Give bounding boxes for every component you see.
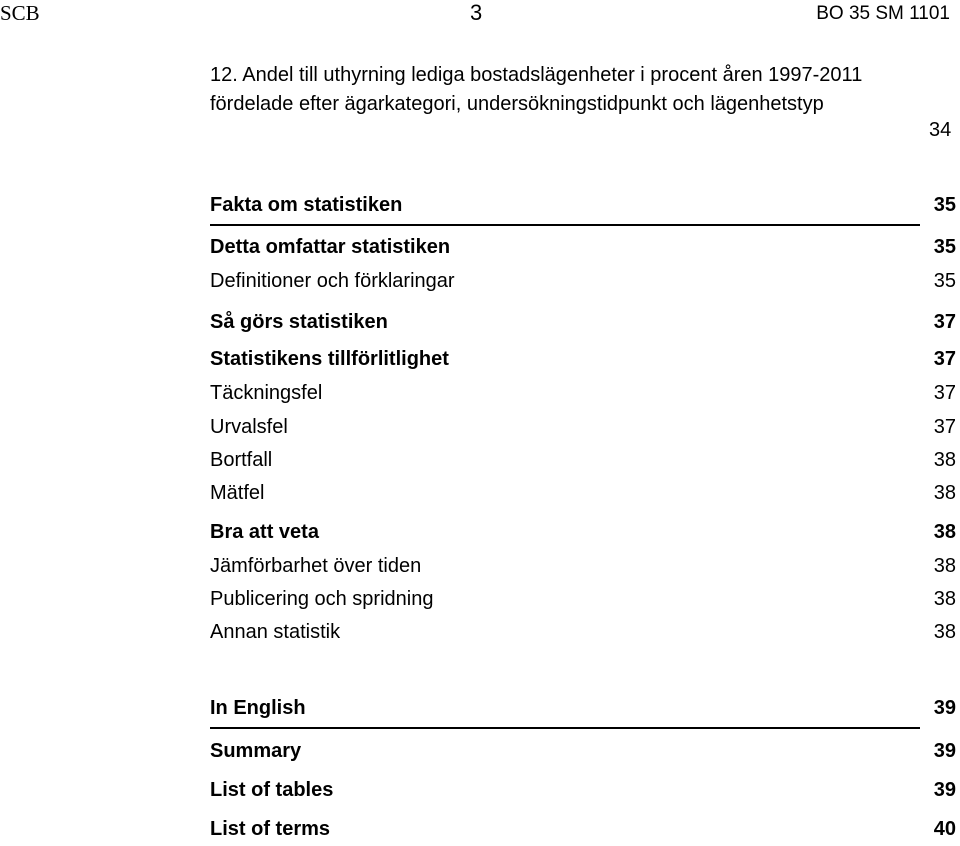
toc-item-page: 35 bbox=[933, 270, 956, 292]
toc-item-label: Definitioner och förklaringar bbox=[210, 270, 455, 292]
toc-item-detta-omfattar[interactable] bbox=[210, 236, 956, 264]
toc-item-page: 37 bbox=[933, 348, 956, 370]
toc-item-label: Så görs statistiken bbox=[210, 311, 388, 333]
toc-item-publicering[interactable] bbox=[210, 588, 956, 616]
toc-item-page: 38 bbox=[933, 482, 956, 504]
toc-item-label: Mätfel bbox=[210, 482, 265, 504]
header-org: SCB bbox=[0, 1, 40, 25]
toc-item-list-of-terms[interactable] bbox=[210, 818, 956, 846]
toc-item-label: Statistikens tillförlitlighet bbox=[210, 348, 449, 370]
toc-item-label: List of tables bbox=[210, 779, 334, 801]
toc-item-label: Fakta om statistiken bbox=[210, 194, 403, 216]
toc-item-page: 38 bbox=[933, 521, 956, 543]
toc-item-label: Annan statistik bbox=[210, 621, 341, 643]
toc-item-label: Jämförbarhet över tiden bbox=[210, 555, 422, 577]
toc-item-label: In English bbox=[210, 697, 306, 719]
toc-item-page: 35 bbox=[933, 236, 956, 258]
toc-item-label: List of terms bbox=[210, 818, 331, 840]
toc-entry-12-page: 34 bbox=[929, 119, 952, 141]
toc-item-page: 37 bbox=[933, 311, 956, 333]
toc-item-page: 35 bbox=[933, 194, 956, 216]
toc-item-page: 37 bbox=[933, 416, 956, 438]
toc-item-label: Bortfall bbox=[210, 449, 273, 471]
toc-item-bortfall[interactable] bbox=[210, 449, 956, 477]
toc-item-urvalsfel[interactable] bbox=[210, 416, 956, 444]
toc-item-list-of-tables[interactable] bbox=[210, 779, 956, 807]
toc-item-page: 38 bbox=[933, 555, 956, 577]
toc-item-tillforlitlighet[interactable] bbox=[210, 348, 956, 376]
toc-item-label: Detta omfattar statistiken bbox=[210, 236, 451, 258]
toc-item-page: 38 bbox=[933, 621, 956, 643]
toc-item-label: Bra att veta bbox=[210, 521, 319, 543]
toc-item-label: Urvalsfel bbox=[210, 416, 288, 438]
toc-item-in-english[interactable] bbox=[210, 697, 956, 725]
toc-entry-12-title[interactable]: 12. Andel till uthyrning lediga bostadslägenheter i procent åren 1997-2011 fördelade efter ägarkategori, undersökningstidpunkt och lägenhetstyp bbox=[210, 64, 863, 115]
toc-item-summary[interactable] bbox=[210, 740, 956, 768]
toc-item-tackningsfel[interactable] bbox=[210, 382, 956, 410]
toc-item-page: 38 bbox=[933, 588, 956, 610]
toc-item-page: 39 bbox=[933, 779, 956, 801]
toc-item-page: 37 bbox=[933, 382, 956, 404]
toc-item-page: 39 bbox=[933, 697, 956, 719]
section-divider bbox=[210, 727, 920, 729]
toc-item-fakta[interactable] bbox=[210, 194, 956, 222]
toc-item-page: 39 bbox=[933, 740, 956, 762]
toc-item-label: Täckningsfel bbox=[210, 382, 323, 404]
toc-item-sa-gors[interactable] bbox=[210, 311, 956, 339]
toc-item-matfel[interactable] bbox=[210, 482, 956, 510]
page-number: 3 bbox=[470, 0, 483, 25]
toc-item-jamforbarhet[interactable] bbox=[210, 555, 956, 583]
report-id: BO 35 SM 1101 bbox=[816, 3, 950, 24]
toc-item-label: Publicering och spridning bbox=[210, 588, 434, 610]
section-divider bbox=[210, 224, 920, 226]
toc-item-page: 40 bbox=[933, 818, 956, 840]
toc-item-bra-att-veta[interactable] bbox=[210, 521, 956, 549]
toc-item-label: Summary bbox=[210, 740, 302, 762]
toc-item-definitioner[interactable] bbox=[210, 270, 956, 298]
toc-item-page: 38 bbox=[933, 449, 956, 471]
toc-item-annan-statistik[interactable] bbox=[210, 621, 956, 649]
